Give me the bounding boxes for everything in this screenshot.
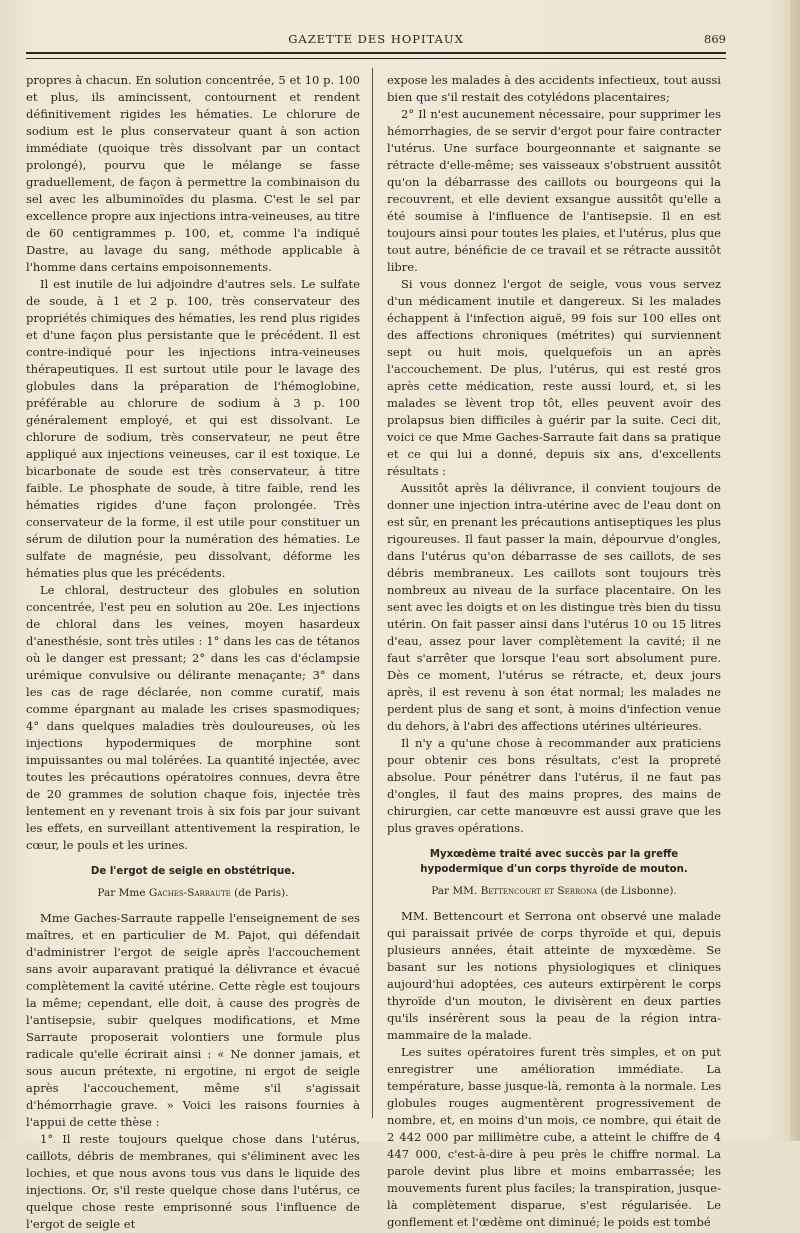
paragraph: expose les malades à des accidents infectieux, tout aussi bien que s'il restait des cotylédons placentaires; [387,73,721,104]
byline-suffix: (de Paris). [234,887,289,899]
paragraph: Si vous donnez l'ergot de seigle, vous vous servez d'un médicament inutile et dangereux. Si les malades échappent à l'infection aiguë, 99 fois sur 100 elles ont des affections chroniques (métrites) qui surviennent sept ou huit mois, quelquefois un an après l'accouchement. De plus, l'utérus, qui est resté gros après cette médication, reste aussi lourd, et, si les malades se lèvent trop tôt, elles peuvent avoir des prolapsus bien difficiles à guérir par la suite. Ceci dit, voici ce que Mme Gaches-Sarraute fait dans sa pratique et ce qui lui a donné, depuis six ans, d'excellents résultats : [387,277,721,478]
byline-suffix: (de Lisbonne). [600,885,677,897]
paragraph: Il est inutile de lui adjoindre d'autres sels. Le sulfate de soude, à 1 et 2 p. 100, très conservateur des propriétés chimiques des hématies, les rend plus rigides et d'une façon plus persistante que le précédent. Il est contre-indiqué pour les injections intra-veineuses thérapeutiques. Il est surtout utile pour le lavage des globules dans la préparation de l'hémoglobine, préférable au chlorure de sodium à 3 p. 100 généralement employé, et qui est dissolvant. Le chlorure de sodium, très conservateur, ne peut être appliqué aux injections veineuses, car il est toxique. Le bicarbonate de soude est très conservateur, à titre faible. Le phosphate de soude, à titre faible, rend les hématies rigides d'une façon prolongée. Très conservateur de la forme, il est utile pour constituer un sérum de dilution pour la numération des hématies. Le sulfate de magnésie, peu dissolvant, déforme les hématies plus que les précédents. [26,277,360,580]
paragraph: Aussitôt après la délivrance, il convient toujours de donner une injection intra-utérine avec de l'eau dont on est sûr, en prenant les précautions antiseptiques les plus rigoureuses. Il faut passer la main, dépourvue d'ongles, dans l'utérus qu'on débarrasse de ses caillots, de ses débris membraneux. Les caillots sont toujours très nombreux au niveau de la surface placentaire. On les sent avec les doigts et on les distingue très bien du tissu utérin. On fait passer ainsi dans l'utérus 10 ou 15 litres d'eau, assez pour laver complètement la cavité; il ne faut s'arrêter que lorsque l'eau sort absolument pure. Dès ce moment, l'utérus se rétracte, et, deux jours après, il est revenu à son état normal; les malades ne perdent plus de sang et sont, à moins d'infection venue du dehors, à l'abri des affections utérines ultérieures. [387,481,721,733]
paragraph: propres à chacun. En solution concentrée, 5 et 10 p. 100 et plus, ils amincissent, contournent et rendent définitivement rigides les hématies. Le chlorure de sodium est le plus conservateur quant à son action immédiate (quoique très dissolvant par un contact prolongé), pourvu que le mélange se fasse graduellement, de façon à permettre la combinaison du sel avec les albuminoïdes du plasma. C'est le sel par excellence propre aux injections intra-veineuses, au titre de 60 centigrammes p. 100, et, comme l'a indiqué Dastre, au lavage du sang, méthode applicable à l'homme dans certains empoisonnements. [26,73,360,274]
paragraph: Il n'y a qu'une chose à recommander aux praticiens pour obtenir ces bons résultats, c'est la propreté absolue. Pour pénétrer dans l'utérus, il ne faut pas d'ongles, il faut des mains propres, des mains de chirurgien, car cette manœuvre est aussi grave que les plus graves opérations. [387,736,721,835]
byline-prefix: Par MM. [431,885,478,897]
paragraph: Les suites opératoires furent très simples, et on put enregistrer une amélioration immédiate. La température, basse jusque-là, remonta à la normale. Les globules rouges augmentèrent progressivement de nombre, et, en moins d'un mois, ce nombre, qui était de 2 442 000 par millimètre cube, a atteint le chiffre de 4 447 000, c'est-à-dire à peu près le chiffre normal. La parole devint plus libre et moins embarrassée; les mouvements furent plus faciles; la transpiration, jusque-là complètement disparue, s'est régularisée. Le gonflement et l'œdème ont diminué; le poids est tombé [387,1045,721,1229]
right-column [387,72,721,1231]
paragraph: Mme Gaches-Sarraute rappelle l'enseignement de ses maîtres, et en particulier de M. Pajot, qui défendait d'administrer l'ergot de seigle après l'accouchement sans avoir auparavant pratiqué la délivrance et évacué complètement la cavité utérine. Cette règle est toujours la même; cependant, elle doit, à cause des progrès de l'antisepsie, subir quelques modifications, et Mme Sarraute proposerait volontiers une formule plus radicale qu'elle écrirait ainsi : « Ne donner jamais, et sous aucun prétexte, ni ergotine, ni ergot de seigle après l'accouchement, même s'il s'agissait d'hémorrhagie grave. » Voici les raisons fournies à l'appui de cette thèse : [26,911,360,1129]
header-rule-thick [26,52,726,54]
page-header [26,32,726,50]
article-byline [26,885,360,902]
article-title: Myxœdème traité avec succès par la greffe hypodermique d'un corps thyroïde de mouton. [420,849,688,875]
running-title: GAZETTE DES HOPITAUX [288,32,464,46]
article-title: De l'ergot de seigle en obstétrique. [90,866,296,877]
paragraph: 1° Il reste toujours quelque chose dans l'utérus, caillots, débris de membranes, qui s'éliminent avec les lochies, et que nous avons tous vus dans le liquide des injections. Or, s'il reste quelque chose dans l'utérus, ce quelque chose reste emprisonné sous l'influence de l'ergot de seigle et [26,1132,360,1231]
byline-author: Bettencourt et Serrona [480,885,598,897]
paragraph: MM. Bettencourt et Serrona ont observé une malade qui paraissait privée de corps thyroïde et qui, depuis plusieurs années, était atteinte de myxœdème. Se basant sur les notions physiologiques et cliniques aujourd'hui adoptées, ces auteurs extirpèrent le corps thyroïde d'un mouton, le divisèrent en deux parties qu'ils insérèrent sous la peau de la région intra-mammaire de la malade. [387,909,721,1042]
paragraph: Le chloral, destructeur des globules en solution concentrée, l'est peu en solution au 20e. Les injections de chloral dans les veines, moyen hasardeux d'anesthésie, sont très utiles : 1° dans les cas de tétanos où le danger est pressant; 2° dans les cas d'éclampsie urémique convulsive ou délirante menaçante; 3° dans les cas de rage déclarée, non comme curatif, mais comme épargnant au malade les crises spasmodiques; 4° dans quelques maladies très douloureuses, où les injections hypodermiques de morphine sont impuissantes ou mal tolérées. La quantité injectée, avec toutes les précautions opératoires connues, devra être de 20 grammes de solution chaque fois, injectée très lentement en y revenant trois à six fois par jour suivant les effets, en surveillant attentivement la respiration, le cœur, le pouls et les urines. [26,583,360,852]
header-rule-thin [26,58,726,59]
column-divider [372,68,373,1118]
paragraph: 2° Il n'est aucunement nécessaire, pour supprimer les hémorrhagies, de se servir d'ergot pour faire contracter l'utérus. Une surface bourgeonnante et saignante se rétracte d'elle-même; ses vaisseaux s'obstruent aussitôt qu'on la débarrasse des caillots ou bourgeons qui la recouvrent, et elle devient exsangue aussitôt qu'elle a été soumise à l'influence de l'antisepsie. Il en est toujours ainsi pour toutes les plaies, et l'utérus, plus que tout autre, bénéficie de ce travail et se rétracte aussitôt libre. [387,107,721,274]
page-number: 869 [704,32,726,46]
byline-prefix: Par Mme [97,887,146,899]
left-column [26,72,360,1233]
article-byline [387,883,721,900]
page-edge [790,0,800,1141]
byline-author: Gaches-Sarraute [148,887,231,899]
